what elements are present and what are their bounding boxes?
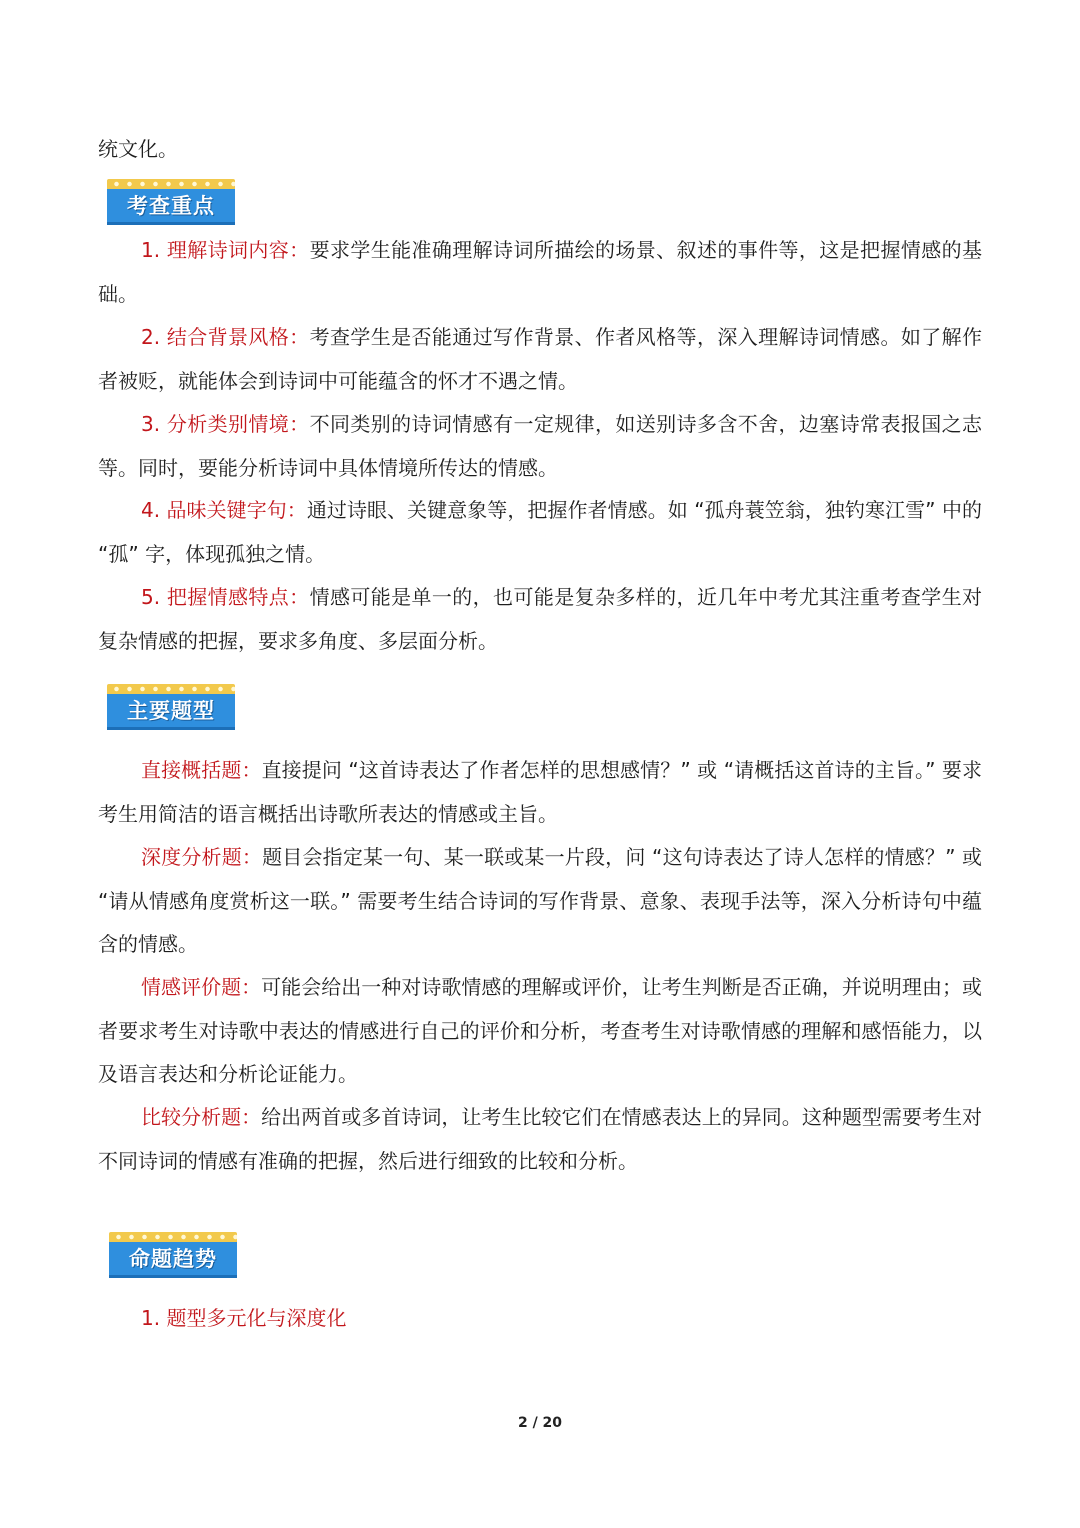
focus-item-text: 要求学生能准确理解诗词所描绘的场景、叙述的事件等，这是把握情感的基础。 <box>98 238 982 306</box>
focus-item-text: 通过诗眼、关键意象等，把握作者情感。如 “孤舟蓑笠翁，独钓寒江雪” 中的 “孤” 字，体现孤独之情。 <box>98 498 982 566</box>
section-badge-trends <box>109 1232 237 1278</box>
trend-item-1 <box>98 1297 982 1341</box>
type-item-label: 比较分析题： <box>141 1105 262 1129</box>
section-badge-types <box>107 684 235 730</box>
type-item-label: 直接概括题： <box>141 758 262 782</box>
focus-item-2 <box>98 316 982 403</box>
page-number: 2 / 20 <box>517 1415 563 1431</box>
type-item-evaluation <box>98 966 982 1097</box>
type-item-text: 题目会指定某一句、某一联或某一片段，问 “这句诗表达了诗人怎样的情感？” 或 “请从情感角度赏析这一联。” 需要考生结合诗词的写作背景、意象、表现手法等，深入分析诗句中蕴含的情感。 <box>98 845 983 956</box>
section-title-trends: 命题趋势 <box>109 1242 237 1278</box>
focus-item-1 <box>98 229 982 316</box>
intro-tail-text: 统文化。 <box>98 137 178 161</box>
type-item-label: 情感评价题： <box>141 975 262 999</box>
focus-item-text: 情感可能是单一的，也可能是复杂多样的，近几年中考尤其注重考查学生对复杂情感的把握，要求多角度、多层面分析。 <box>98 585 982 653</box>
focus-item-label: 4. 品味关键字句： <box>141 498 307 522</box>
section-title-types: 主要题型 <box>107 694 235 730</box>
focus-item-text: 不同类别的诗词情感有一定规律，如送别诗多含不舍，边塞诗常表报国之志等。同时，要能分析诗词中具体情境所传达的情感。 <box>98 412 982 480</box>
focus-item-3 <box>98 403 982 490</box>
section-badge-focus <box>107 179 235 225</box>
badge-dots-decoration <box>109 1232 237 1242</box>
focus-item-label: 5. 把握情感特点： <box>141 585 310 609</box>
type-item-direct <box>98 749 982 836</box>
badge-dots-decoration <box>107 179 235 189</box>
focus-item-label: 3. 分析类别情境： <box>141 412 310 436</box>
type-item-depth <box>98 836 982 967</box>
type-item-text: 可能会给出一种对诗歌情感的理解或评价，让考生判断是否正确，并说明理由；或者要求考生对诗歌中表达的情感进行自己的评价和分析，考查考生对诗歌情感的理解和感悟能力，以及语言表达和分析论证能力。 <box>98 975 983 1086</box>
focus-item-label: 1. 理解诗词内容： <box>141 238 310 262</box>
type-item-text: 给出两首或多首诗词，让考生比较它们在情感表达上的异同。这种题型需要考生对不同诗词的情感有准确的把握，然后进行细致的比较和分析。 <box>98 1105 983 1173</box>
type-item-label: 深度分析题： <box>141 845 263 869</box>
focus-item-4 <box>98 489 982 576</box>
type-item-text: 直接提问 “这首诗表达了作者怎样的思想感情？” 或 “请概括这首诗的主旨。” 要求考生用简洁的语言概括出诗歌所表达的情感或主旨。 <box>98 758 982 826</box>
focus-item-label: 2. 结合背景风格： <box>141 325 310 349</box>
badge-dots-decoration <box>107 684 235 694</box>
focus-item-5 <box>98 576 982 663</box>
section-title-focus: 考查重点 <box>107 189 235 225</box>
focus-item-text: 考查学生是否能通过写作背景、作者风格等，深入理解诗词情感。如了解作者被贬，就能体会到诗词中可能蕴含的怀才不遇之情。 <box>98 325 982 393</box>
type-item-comparison <box>98 1096 982 1183</box>
trend-item-label: 1. 题型多元化与深度化 <box>141 1306 347 1330</box>
